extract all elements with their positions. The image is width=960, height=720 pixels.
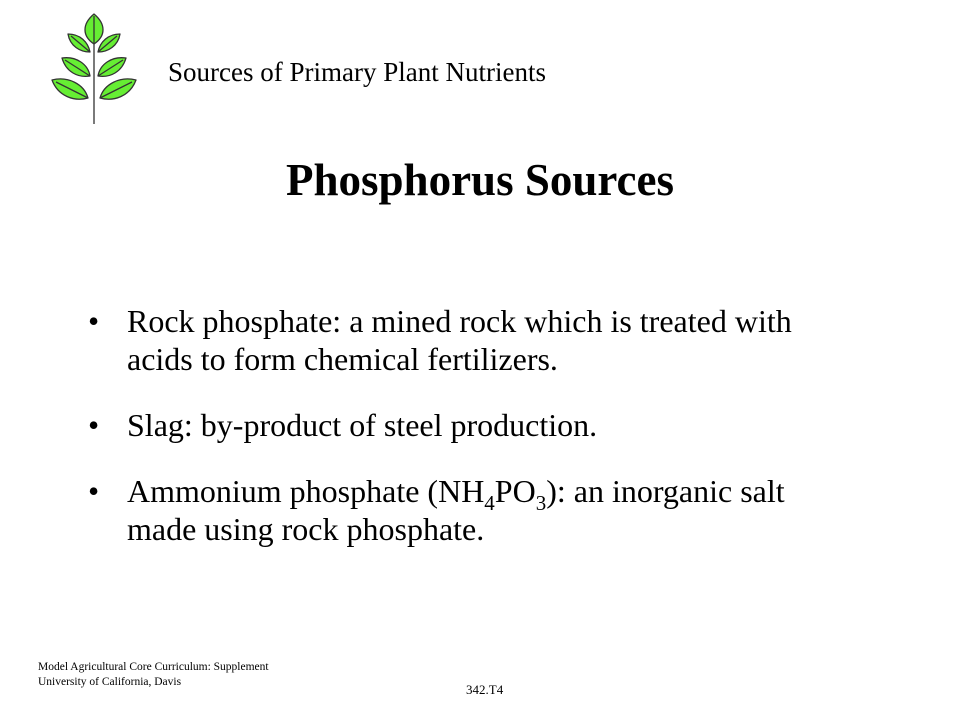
- header-title: Sources of Primary Plant Nutrients: [168, 57, 546, 87]
- bullet-marker: •: [88, 407, 100, 443]
- slide-title: Phosphorus Sources: [285, 155, 674, 205]
- bullet-item: [0, 406, 847, 444]
- footer-credit-line: University of California, Davis: [38, 676, 182, 688]
- bullet-item: [0, 302, 847, 378]
- subscript: 4: [484, 491, 495, 515]
- bullet-text: Rock phosphate: a mined rock which is treated with acids to form chemical fertilizers.: [127, 303, 792, 377]
- footer-credit: [38, 660, 269, 690]
- bullet-marker: •: [88, 473, 100, 509]
- bullet-text: Slag: by-product of steel production.: [127, 407, 598, 443]
- bullet-text-prefix: Ammonium phosphate (NH: [127, 473, 485, 509]
- subscript: 3: [535, 491, 547, 515]
- footer-credit-line: Model Agricultural Core Curriculum: Supplement: [38, 661, 269, 673]
- bullet-item: [0, 472, 847, 548]
- plant-icon: [38, 10, 148, 128]
- bullet-list: [0, 302, 960, 548]
- bullet-text-suffix: ): an inorganic salt made using rock phosphate.: [127, 473, 785, 547]
- bullet-text-mid: PO: [494, 473, 536, 509]
- bullet-marker: •: [88, 303, 100, 339]
- slide-code: 342.T4: [466, 682, 504, 697]
